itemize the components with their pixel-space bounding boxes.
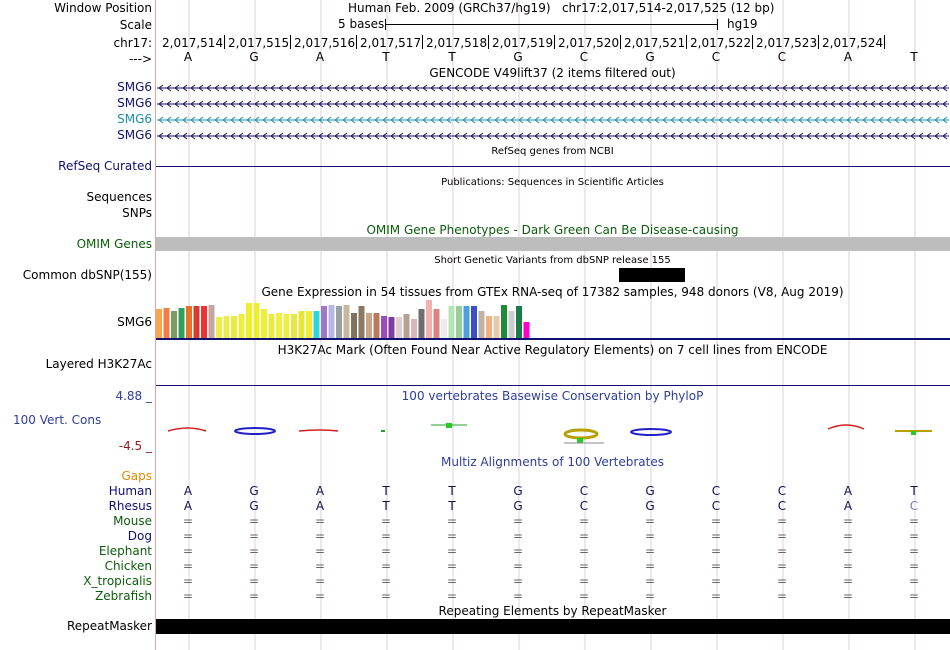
aligned-base: = — [776, 559, 788, 573]
aligned-base: = — [908, 514, 920, 528]
gtex-tissue-bar[interactable] — [501, 305, 507, 338]
aligned-base: = — [776, 589, 788, 603]
aligned-base: = — [182, 589, 194, 603]
aligned-base: = — [380, 529, 392, 543]
gtex-tissue-bar[interactable] — [419, 309, 425, 338]
gtex-tissue-bar[interactable] — [404, 314, 410, 338]
aligned-base: C — [579, 484, 589, 498]
aligned-base: = — [908, 559, 920, 573]
reference-base: T — [910, 50, 918, 64]
aligned-base: = — [578, 529, 590, 543]
aligned-base: T — [382, 499, 390, 513]
gaps-label[interactable]: Gaps — [121, 469, 152, 483]
gtex-tissue-bar[interactable] — [171, 311, 177, 338]
aligned-base: C — [711, 499, 721, 513]
gtex-expression-bars[interactable] — [156, 299, 556, 339]
phylop-mark-7 — [631, 429, 671, 435]
reference-base: C — [777, 50, 787, 64]
position-tick-label: 2,017,517 — [360, 36, 422, 50]
gtex-tissue-bar[interactable] — [471, 306, 477, 338]
gencode-transcript-label[interactable]: SMG6 — [117, 128, 152, 142]
species-label[interactable]: Mouse — [113, 514, 152, 528]
aligned-base: = — [248, 529, 260, 543]
aligned-base: = — [182, 559, 194, 573]
species-label[interactable]: Elephant — [98, 544, 152, 558]
scale-label: Scale — [119, 18, 152, 32]
gtex-tissue-bar[interactable] — [239, 314, 245, 338]
scale-bar-right-tick — [717, 19, 718, 30]
aligned-base: T — [910, 484, 918, 498]
aligned-base: = — [314, 544, 326, 558]
gtex-tissue-bar[interactable] — [156, 309, 162, 338]
gtex-tissue-bar[interactable] — [509, 311, 515, 338]
refseq-gene-line[interactable] — [156, 166, 950, 167]
aligned-base: = — [776, 574, 788, 588]
phylop-max-label: 4.88 _ — [115, 389, 152, 403]
aligned-base: = — [644, 589, 656, 603]
gtex-tissue-bar[interactable] — [224, 316, 230, 338]
position-tick-mark — [884, 35, 885, 49]
gtex-tissue-bar[interactable] — [209, 305, 215, 338]
phylop-track-label[interactable]: 100 Vert. Cons — [13, 413, 102, 427]
gtex-tissue-bar[interactable] — [269, 314, 275, 338]
position-tick-mark — [554, 35, 555, 49]
position-tick-label: 2,017,520 — [558, 36, 620, 50]
gtex-tissue-bar[interactable] — [276, 313, 282, 338]
gtex-tissue-bar[interactable] — [389, 317, 395, 338]
window-position-label: Window Position — [54, 1, 152, 15]
aligned-base: C — [579, 499, 589, 513]
gtex-tissue-bar[interactable] — [254, 303, 260, 338]
phylop-mark-2 — [235, 428, 275, 434]
aligned-base: = — [248, 514, 260, 528]
gtex-tissue-bar[interactable] — [396, 317, 402, 338]
reference-base: T — [382, 50, 390, 64]
position-tick-label: 2,017,522 — [690, 36, 752, 50]
gtex-tissue-bar[interactable] — [374, 313, 380, 338]
aligned-base: = — [710, 559, 722, 573]
aligned-base: A — [843, 484, 853, 498]
aligned-base: = — [710, 514, 722, 528]
reference-base: G — [645, 50, 655, 64]
gencode-track-title: GENCODE V49lift37 (2 items filtered out) — [429, 66, 676, 80]
aligned-base: = — [644, 544, 656, 558]
position-tick-mark — [686, 35, 687, 49]
gtex-tissue-bar[interactable] — [449, 306, 455, 338]
publications-snps-label[interactable]: SNPs — [122, 206, 152, 220]
gtex-tissue-bar[interactable] — [246, 303, 252, 338]
aligned-base: = — [446, 544, 458, 558]
aligned-base: G — [249, 484, 259, 498]
aligned-base: T — [448, 499, 456, 513]
aligned-base: C — [711, 484, 721, 498]
gencode-transcript-line[interactable] — [157, 99, 949, 109]
gtex-tissue-bar[interactable] — [494, 316, 500, 338]
assembly-label: hg19 — [727, 17, 758, 31]
aligned-base: C — [777, 484, 787, 498]
position-tick-mark — [818, 35, 819, 49]
aligned-base: = — [710, 574, 722, 588]
scale-bar — [385, 24, 718, 25]
repeatmasker-bar[interactable] — [156, 619, 950, 634]
refseq-track-label[interactable]: RefSeq Curated — [58, 159, 152, 173]
aligned-base: G — [645, 484, 655, 498]
position-tick-label: 2,017,519 — [492, 36, 554, 50]
aligned-base: = — [446, 589, 458, 603]
gtex-tissue-bar[interactable] — [231, 316, 237, 338]
reference-base: A — [183, 50, 193, 64]
aligned-base: = — [644, 529, 656, 543]
aligned-base: = — [380, 589, 392, 603]
dbsnp-variant-block[interactable] — [619, 268, 685, 282]
aligned-base: = — [314, 589, 326, 603]
reference-base: T — [448, 50, 456, 64]
aligned-base: = — [314, 514, 326, 528]
aligned-base: A — [183, 484, 193, 498]
aligned-base: = — [182, 514, 194, 528]
gtex-tissue-bar[interactable] — [456, 306, 462, 338]
aligned-base: = — [842, 589, 854, 603]
dbsnp-track-label[interactable]: Common dbSNP(155) — [22, 268, 152, 282]
refseq-track-title: RefSeq genes from NCBI — [491, 146, 614, 157]
aligned-base: = — [776, 514, 788, 528]
aligned-base: = — [908, 529, 920, 543]
gtex-tissue-bar[interactable] — [344, 305, 350, 338]
gtex-tissue-bar[interactable] — [261, 309, 267, 338]
gencode-transcript-label[interactable]: SMG6 — [117, 80, 152, 94]
position-tick-mark — [422, 35, 423, 49]
aligned-base: = — [644, 514, 656, 528]
aligned-base: = — [842, 514, 854, 528]
aligned-base: G — [513, 484, 523, 498]
position-tick-label: 2,017,515 — [228, 36, 290, 50]
gtex-tissue-bar[interactable] — [164, 308, 170, 338]
gtex-tissue-bar[interactable] — [524, 322, 530, 338]
aligned-base: = — [842, 559, 854, 573]
gtex-tissue-bar[interactable] — [441, 319, 447, 338]
h3k27ac-baseline — [156, 385, 950, 386]
dbsnp-track-title: Short Genetic Variants from dbSNP release 155 — [434, 255, 671, 266]
aligned-base: = — [380, 544, 392, 558]
position-tick-mark — [752, 35, 753, 49]
gtex-tissue-bar[interactable] — [366, 313, 372, 338]
phylop-mark-3 — [299, 430, 338, 431]
aligned-base: = — [908, 574, 920, 588]
gtex-tissue-bar[interactable] — [411, 319, 417, 338]
window-position-value: Human Feb. 2009 (GRCh37/hg19) chr17:2,017,514-2,017,525 (12 bp) — [348, 1, 775, 15]
aligned-base: = — [248, 574, 260, 588]
gtex-tissue-bar[interactable] — [434, 309, 440, 338]
position-tick-label: 2,017,518 — [426, 36, 488, 50]
aligned-base: G — [645, 499, 655, 513]
aligned-base: T — [448, 484, 456, 498]
phylop-mark-6 — [565, 430, 597, 438]
aligned-base: = — [578, 559, 590, 573]
gtex-tissue-bar[interactable] — [291, 314, 297, 338]
aligned-base: G — [249, 499, 259, 513]
aligned-base: = — [776, 529, 788, 543]
reference-base: A — [315, 50, 325, 64]
aligned-base: = — [908, 544, 920, 558]
gtex-tissue-bar[interactable] — [329, 305, 335, 338]
aligned-base: G — [513, 499, 523, 513]
species-label[interactable]: Chicken — [104, 559, 152, 573]
gtex-tissue-bar[interactable] — [216, 317, 222, 338]
gtex-tissue-bar[interactable] — [336, 306, 342, 338]
phylop-conservation-glyphs[interactable] — [156, 410, 950, 450]
position-tick-label: 2,017,524 — [822, 36, 884, 50]
gtex-tissue-bar[interactable] — [186, 306, 192, 338]
gtex-tissue-bar[interactable] — [321, 306, 327, 338]
phylop-mark-1 — [168, 428, 206, 431]
aligned-base: C — [909, 499, 919, 513]
phylop-track-title: 100 vertebrates Basewise Conservation by PhyloP — [401, 389, 704, 403]
aligned-base: = — [578, 589, 590, 603]
chrom-label: chr17: — [113, 36, 152, 50]
species-label[interactable]: X_tropicalis — [83, 574, 152, 588]
aligned-base: = — [578, 574, 590, 588]
gtex-tissue-bar[interactable] — [426, 300, 432, 338]
gtex-tissue-bar[interactable] — [464, 306, 470, 338]
aligned-base: T — [382, 484, 390, 498]
multiz-track-title: Multiz Alignments of 100 Vertebrates — [440, 455, 665, 469]
phylop-mark-8 — [828, 425, 864, 429]
aligned-base: = — [248, 589, 260, 603]
gtex-tissue-bar[interactable] — [479, 311, 485, 338]
gencode-transcript-line[interactable] — [157, 83, 949, 93]
aligned-base: = — [380, 559, 392, 573]
gtex-baseline — [156, 338, 950, 340]
aligned-base: = — [512, 529, 524, 543]
omim-track-label[interactable]: OMIM Genes — [76, 237, 152, 251]
publications-track-title: Publications: Sequences in Scientific Articles — [441, 177, 664, 188]
position-tick-mark — [224, 35, 225, 49]
h3k27ac-track-label[interactable]: Layered H3K27Ac — [45, 357, 152, 371]
aligned-base: = — [644, 559, 656, 573]
scale-value: 5 bases — [338, 17, 385, 31]
position-tick-mark — [620, 35, 621, 49]
position-tick-label: 2,017,514 — [162, 36, 224, 50]
aligned-base: = — [710, 544, 722, 558]
phylop-mark-6-point — [577, 438, 583, 443]
aligned-base: = — [380, 514, 392, 528]
aligned-base: = — [446, 559, 458, 573]
strand-label: ---> — [128, 52, 152, 66]
aligned-base: = — [446, 514, 458, 528]
gtex-tissue-bar[interactable] — [306, 311, 312, 338]
omim-track-title: OMIM Gene Phenotypes - Dark Green Can Be Disease-causing — [366, 223, 739, 237]
position-tick-label: 2,017,521 — [624, 36, 686, 50]
phylop-min-label: -4.5 _ — [118, 439, 152, 453]
aligned-base: A — [843, 499, 853, 513]
aligned-base: = — [380, 574, 392, 588]
reference-base: C — [579, 50, 589, 64]
aligned-base: = — [512, 589, 524, 603]
aligned-base: = — [314, 529, 326, 543]
gencode-transcript-line[interactable] — [157, 131, 949, 141]
aligned-base: = — [314, 574, 326, 588]
aligned-base: = — [446, 529, 458, 543]
gtex-tissue-bar[interactable] — [351, 313, 357, 338]
gtex-tissue-bar[interactable] — [179, 308, 185, 338]
gtex-tissue-bar[interactable] — [381, 316, 387, 338]
aligned-base: = — [182, 529, 194, 543]
gencode-transcript-line[interactable] — [157, 115, 949, 125]
phylop-mark-5-point — [446, 423, 452, 428]
aligned-base: = — [512, 544, 524, 558]
aligned-base: = — [248, 559, 260, 573]
omim-gene-bar[interactable] — [156, 237, 950, 251]
repeatmasker-track-label[interactable]: RepeatMasker — [66, 619, 152, 633]
aligned-base: = — [644, 574, 656, 588]
gtex-tissue-bar[interactable] — [284, 314, 290, 338]
gtex-tissue-bar[interactable] — [194, 306, 200, 338]
aligned-base: = — [512, 574, 524, 588]
aligned-base: = — [578, 514, 590, 528]
position-tick-mark — [356, 35, 357, 49]
gencode-transcript-label[interactable]: SMG6 — [117, 112, 152, 126]
position-tick-label: 2,017,516 — [294, 36, 356, 50]
aligned-base: = — [842, 544, 854, 558]
phylop-mark-9-point — [911, 431, 916, 435]
aligned-base: = — [182, 574, 194, 588]
gtex-tissue-bar[interactable] — [516, 306, 522, 338]
position-tick-mark — [290, 35, 291, 49]
aligned-base: A — [315, 499, 325, 513]
gtex-tissue-bar[interactable] — [299, 311, 305, 338]
gtex-tissue-bar[interactable] — [486, 316, 492, 338]
aligned-base: = — [512, 559, 524, 573]
h3k27ac-track-title: H3K27Ac Mark (Often Found Near Active Regulatory Elements) on 7 cell lines from ENCODE — [277, 343, 828, 357]
gtex-track-title: Gene Expression in 54 tissues from GTEx RNA-seq of 17382 samples, 948 donors (V8, Aug 2019) — [261, 285, 844, 299]
aligned-base: = — [710, 589, 722, 603]
aligned-base: A — [183, 499, 193, 513]
aligned-base: = — [248, 544, 260, 558]
reference-base: A — [843, 50, 853, 64]
aligned-base: A — [315, 484, 325, 498]
reference-base: C — [711, 50, 721, 64]
repeatmasker-track-title: Repeating Elements by RepeatMasker — [438, 604, 667, 618]
gtex-tissue-bar[interactable] — [359, 306, 365, 338]
aligned-base: = — [776, 544, 788, 558]
gtex-tissue-bar[interactable] — [201, 306, 207, 338]
aligned-base: = — [710, 529, 722, 543]
scale-bar-left-tick — [385, 19, 386, 30]
aligned-base: = — [842, 529, 854, 543]
publications-sequences-label[interactable]: Sequences — [86, 190, 152, 204]
reference-base: G — [513, 50, 523, 64]
reference-base: G — [249, 50, 259, 64]
gtex-tissue-bar[interactable] — [314, 311, 320, 338]
species-label[interactable]: Rhesus — [108, 499, 152, 513]
gencode-transcript-label[interactable]: SMG6 — [117, 96, 152, 110]
aligned-base: = — [446, 574, 458, 588]
aligned-base: = — [512, 514, 524, 528]
position-tick-label: 2,017,523 — [756, 36, 818, 50]
aligned-base: = — [908, 589, 920, 603]
species-label[interactable]: Human — [108, 484, 152, 498]
aligned-base: C — [777, 499, 787, 513]
gtex-track-label[interactable]: SMG6 — [117, 315, 152, 329]
species-label[interactable]: Dog — [127, 529, 152, 543]
aligned-base: = — [578, 544, 590, 558]
species-label[interactable]: Zebrafish — [95, 589, 152, 603]
position-tick-mark — [488, 35, 489, 49]
aligned-base: = — [314, 559, 326, 573]
aligned-base: = — [842, 574, 854, 588]
aligned-base: = — [182, 544, 194, 558]
